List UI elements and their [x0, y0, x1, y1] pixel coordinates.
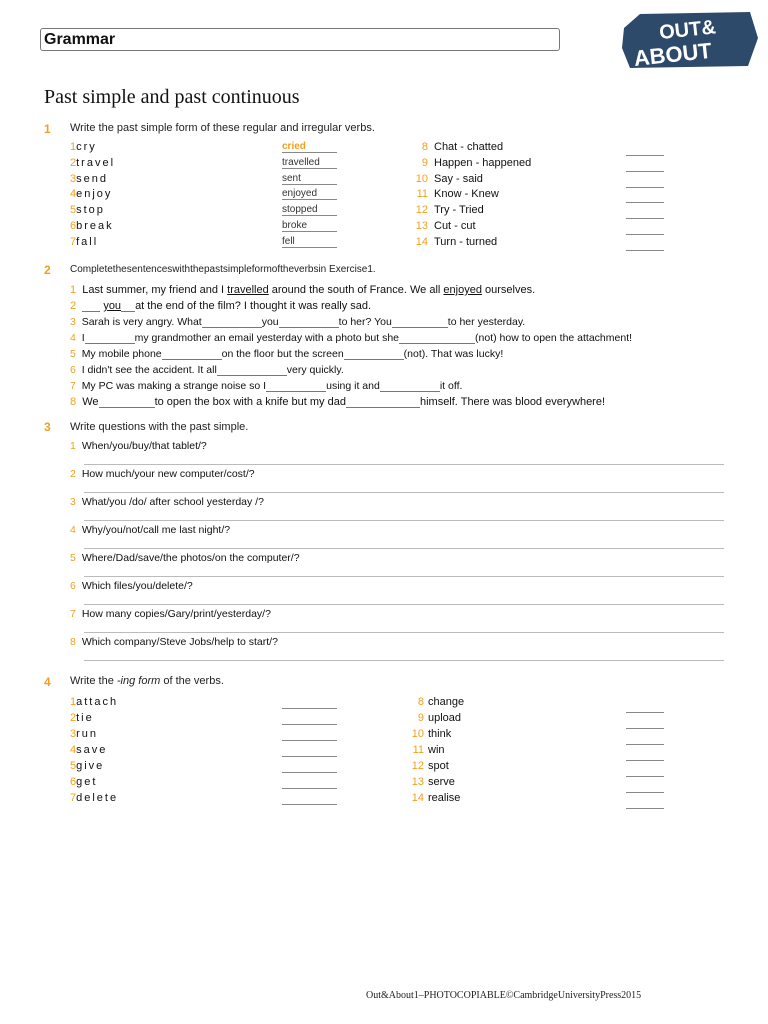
- question-row: [70, 580, 193, 592]
- verb: spot: [428, 760, 449, 772]
- verb: give: [76, 760, 105, 772]
- verb: Say - said: [434, 172, 483, 185]
- answer-line: [626, 202, 664, 203]
- question-prompt: How much/your new computer/cost/?: [81, 468, 255, 480]
- verb-row: [410, 141, 503, 153]
- verb: send: [76, 172, 108, 185]
- answer-line: [84, 604, 724, 605]
- answer-line: [626, 171, 664, 172]
- header-title: Grammar: [44, 31, 116, 48]
- item-number: 12: [411, 760, 424, 772]
- sentence-6: 6 I didn't see the accident. It all very quickly.: [70, 364, 344, 376]
- answer-line: [626, 760, 664, 761]
- item-number: 4: [70, 188, 77, 201]
- item-number: 3: [70, 172, 77, 185]
- item-number: 2: [70, 468, 76, 480]
- sentence-5: 5 My mobile phone on the floor but the screen (not). That was lucky!: [70, 348, 504, 360]
- item-number: 4: [70, 744, 77, 756]
- verb: Know - Knew: [434, 188, 499, 201]
- answer-field: travelled: [282, 157, 337, 169]
- page-title: Past simple and past continuous: [44, 86, 300, 108]
- sentence-4: 4 I my grandmother an email yesterday with a photo but she (not) how to open the attachment!: [70, 332, 633, 344]
- item-number: 13: [415, 220, 428, 232]
- verb-row: [410, 220, 476, 232]
- verb-row: [410, 712, 461, 724]
- verb: tie: [76, 712, 94, 724]
- sentence-2: 2 you at the end of the film? I thought it was really sad.: [70, 300, 372, 312]
- verb-row: [70, 728, 98, 740]
- verb-row: [410, 728, 451, 740]
- verb-row: [410, 760, 449, 772]
- verb-row: [70, 792, 118, 804]
- item-number: 5: [70, 552, 76, 564]
- item-number: 5: [70, 204, 77, 217]
- sentence-1: 1 Last summer, my friend and I travelled around the south of France. We all enjoyed ourselves.: [70, 284, 536, 296]
- question-row: [70, 524, 230, 536]
- item-number: 1: [70, 696, 77, 708]
- item-number: 2: [70, 156, 77, 169]
- exercise-2-instruction: Completethesentenceswiththepastsimpleformoftheverbsin Exercise1.: [70, 264, 376, 275]
- verb-row: [70, 236, 98, 248]
- answer-line: [626, 218, 664, 219]
- question-prompt: Where/Dad/save/the photos/on the computer/?: [81, 552, 300, 564]
- verb: upload: [428, 712, 462, 724]
- answer-line: [626, 744, 664, 745]
- verb: attach: [76, 696, 119, 708]
- exercise-1-number: 1: [44, 122, 51, 136]
- verb: save: [76, 744, 108, 756]
- answer-field: [282, 760, 337, 773]
- verb: serve: [428, 776, 455, 788]
- verb: cry: [76, 141, 97, 153]
- item-number: 9: [421, 156, 428, 169]
- question-row: [70, 468, 255, 480]
- verb: break: [76, 220, 114, 232]
- exercise-3-instruction: Write questions with the past simple.: [70, 421, 249, 433]
- verb-row: [410, 236, 497, 248]
- exercise-2-number: 2: [44, 263, 51, 277]
- item-number: 3: [70, 728, 77, 740]
- question-row: [70, 496, 264, 508]
- verb-row: [410, 188, 499, 200]
- verb: Turn - turned: [434, 235, 498, 248]
- question-prompt: When/you/buy/that tablet/?: [81, 440, 207, 452]
- verb-row: [410, 204, 484, 216]
- question-row: [70, 636, 278, 648]
- answer-line: [84, 464, 724, 465]
- answer-line: [84, 632, 724, 633]
- footer-copyright: Out&About1–PHOTOCOPIABLE©CambridgeUniversityPress2015: [366, 990, 642, 1001]
- verb-row: [70, 712, 94, 724]
- answer-line: [84, 660, 724, 661]
- item-number: 10: [415, 172, 428, 185]
- item-number: 5: [70, 760, 77, 772]
- item-number: 7: [70, 792, 77, 804]
- question-prompt: Which company/Steve Jobs/help to start/?: [81, 636, 278, 648]
- item-number: 11: [416, 188, 428, 201]
- verb: win: [428, 744, 445, 756]
- item-number: 1: [70, 440, 76, 452]
- verb: travel: [76, 156, 116, 169]
- verb: think: [428, 728, 452, 740]
- answer-line: [84, 548, 724, 549]
- answer-field: [282, 712, 337, 725]
- exercise-4-instruction: Write the -ing form of the verbs.: [70, 675, 224, 687]
- verb: change: [428, 696, 465, 708]
- answer-field: [282, 792, 337, 805]
- answer-line: [626, 250, 664, 251]
- verb-row: [70, 141, 97, 153]
- verb: Try - Tried: [434, 204, 484, 217]
- verb: stop: [76, 204, 105, 217]
- verb: run: [76, 728, 99, 740]
- answer-line: [626, 155, 664, 156]
- verb: Cut - cut: [434, 220, 476, 232]
- answer-field: [282, 696, 337, 709]
- verb-row: [70, 220, 114, 232]
- verb-row: [410, 696, 464, 708]
- answer-field: [282, 776, 337, 789]
- item-number: 6: [70, 220, 77, 232]
- item-number: 2: [70, 712, 77, 724]
- verb-row: [410, 792, 460, 804]
- question-prompt: How many copies/Gary/print/yesterday/?: [81, 608, 271, 620]
- item-number: 11: [412, 744, 424, 756]
- item-number: 9: [417, 712, 424, 724]
- verb-row: [70, 696, 118, 708]
- question-row: [70, 552, 300, 564]
- verb-row: [70, 188, 112, 200]
- answer-field: stopped: [282, 204, 337, 216]
- verb: realise: [428, 792, 461, 804]
- answer-line: [626, 187, 664, 188]
- answer-field: enjoyed: [282, 188, 337, 200]
- verb: enjoy: [76, 188, 113, 201]
- verb-row: [70, 204, 105, 216]
- answer-line: [626, 808, 664, 809]
- item-number: 8: [421, 141, 428, 153]
- answer-field: sent: [282, 173, 337, 185]
- verb: Happen - happened: [434, 156, 532, 169]
- verb-row: [410, 744, 445, 756]
- answer-line: [626, 792, 664, 793]
- verb-row: [70, 760, 104, 772]
- logo-text-2: ABOUT: [632, 37, 713, 71]
- exercise-4-number: 4: [44, 675, 51, 689]
- item-number: 6: [70, 776, 77, 788]
- sentence-7: 7 My PC was making a strange noise so I using it and it off.: [70, 380, 463, 392]
- header-box: [40, 28, 560, 51]
- item-number: 3: [70, 496, 76, 508]
- answer-field: cried: [282, 141, 337, 153]
- item-number: 7: [70, 608, 76, 620]
- item-number: 8: [417, 696, 424, 708]
- answer-field: [282, 728, 337, 741]
- item-number: 8: [70, 636, 76, 648]
- verb-row: [410, 173, 483, 185]
- verb-row: [410, 776, 455, 788]
- exercise-1-instruction: Write the past simple form of these regular and irregular verbs.: [70, 122, 375, 134]
- question-prompt: Why/you/not/call me last night/?: [81, 524, 231, 536]
- item-number: 10: [411, 728, 424, 740]
- item-number: 7: [70, 235, 77, 248]
- verb-row: [70, 173, 108, 185]
- verb: Chat - chatted: [434, 141, 504, 153]
- answer-field: [282, 744, 337, 757]
- sentence-8: 8 We to open the box with a knife but my dad himself. There was blood everywhere!: [70, 396, 606, 408]
- out-and-about-logo: [620, 8, 760, 72]
- question-row: [70, 608, 271, 620]
- answer-line: [626, 234, 664, 235]
- item-number: 4: [70, 524, 76, 536]
- answer-line: [626, 728, 664, 729]
- question-prompt: What/you /do/ after school yesterday /?: [81, 496, 264, 508]
- item-number: 6: [70, 580, 76, 592]
- item-number: 12: [415, 204, 428, 217]
- verb-row: [410, 157, 531, 169]
- answer-field: broke: [282, 220, 337, 232]
- verb: get: [76, 776, 98, 788]
- verb-row: [70, 776, 97, 788]
- question-prompt: Which files/you/delete/?: [81, 580, 193, 592]
- verb-row: [70, 744, 107, 756]
- verb: delete: [76, 792, 119, 804]
- item-number: 13: [411, 776, 424, 788]
- answer-field: fell: [282, 236, 337, 248]
- item-number: 14: [411, 792, 424, 804]
- logo-text-1: OUT&: [658, 16, 717, 45]
- item-number: 1: [70, 141, 77, 153]
- exercise-3-number: 3: [44, 420, 51, 434]
- verb: fall: [76, 235, 99, 248]
- verb-row: [70, 157, 115, 169]
- answer-line: [84, 576, 724, 577]
- question-row: [70, 440, 207, 452]
- answer-line: [84, 492, 724, 493]
- item-number: 14: [415, 235, 428, 248]
- answer-line: [84, 520, 724, 521]
- answer-line: [626, 712, 664, 713]
- sentence-3: 3 Sarah is very angry. What you to her? You to her yesterday.: [70, 316, 526, 328]
- answer-line: [626, 776, 664, 777]
